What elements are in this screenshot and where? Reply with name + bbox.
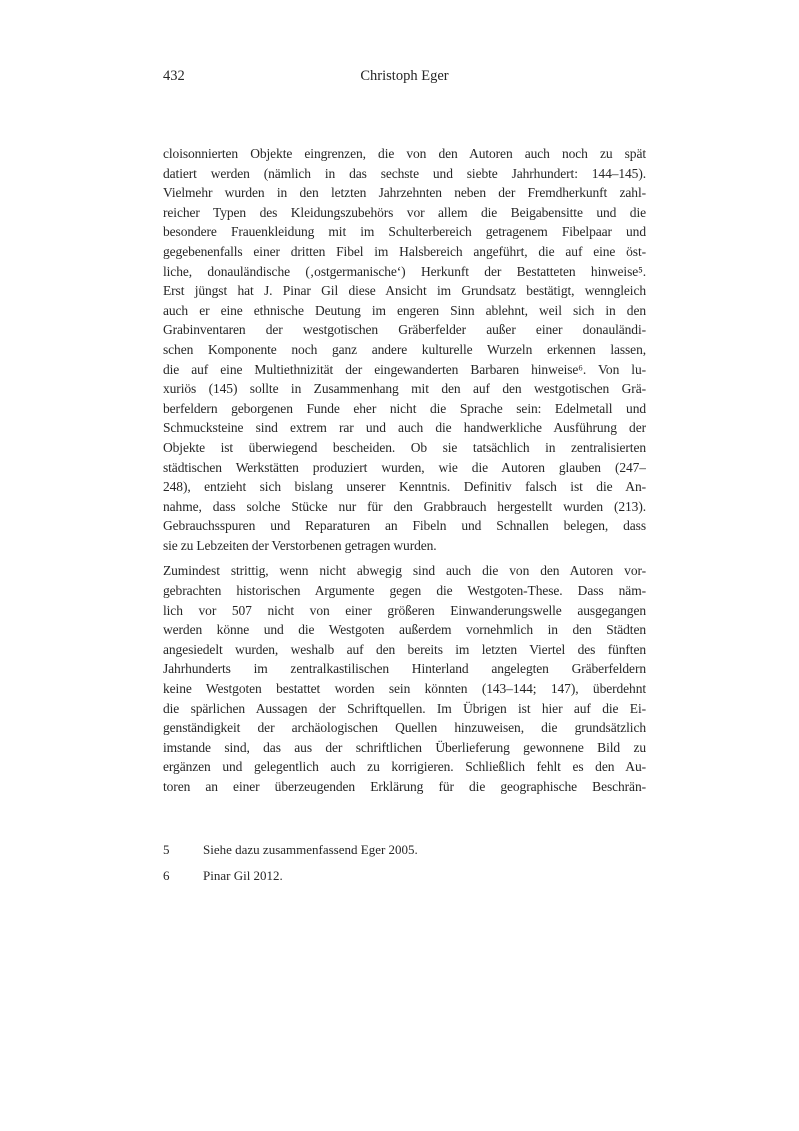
footnote: [163, 867, 646, 885]
text-line: ergänzen und gelegentlich auch zu korrigieren. Schließlich fehlt es den Au-: [163, 759, 646, 775]
text-line: liche, donauländische (‚ostgermanische‘) Herkunft der Bestatteten hinweise⁵.: [163, 263, 646, 279]
text-line: cloisonnierten Objekte eingrenzen, die von den Autoren auch noch zu spät: [163, 146, 646, 161]
footnote-number: 6: [163, 867, 170, 883]
text-line: Erst jüngst hat J. Pinar Gil diese Ansicht im Grundsatz bestätigt, wenngleich: [163, 283, 646, 299]
text-line: gebrachten historischen Argumente gegen die Westgoten-These. Dass näm-: [163, 583, 646, 599]
text-line: Grabinventaren der westgotischen Gräberfelder außer einer donauländi-: [163, 322, 646, 338]
running-head-title: Christoph Eger: [360, 68, 449, 84]
text-line: nahme, dass solche Stücke nur für den Grabbrauch hergestellt wurden (213).: [163, 498, 646, 514]
text-line: Zumindest strittig, wenn nicht abwegig sind auch die von den Autoren vor-: [163, 563, 646, 579]
footnotes: [163, 841, 646, 892]
text-line: 248), entzieht sich bislang unserer Kenntnis. Definitiv falsch ist die An-: [163, 479, 646, 495]
text-line: besondere Frauenkleidung mit im Schulterbereich getragenem Fibelpaar und: [163, 224, 646, 240]
text-line: sie zu Lebzeiten der Verstorbenen getragen wurden.: [163, 537, 437, 553]
text-line: die auf eine Multiethnizität der eingewanderten Barbaren hinweise⁶. Von lu-: [163, 361, 646, 377]
text-line: Vielmehr wurden in den letzten Jahrzehnten neben der Fremdherkunft zahl-: [163, 185, 646, 201]
text-line: lich vor 507 nicht von einer größeren Einwanderungswelle ausgegangen: [163, 602, 646, 618]
footnote-text: Pinar Gil 2012.: [203, 867, 283, 883]
text-line: werden könne und die Westgoten außerdem vornehmlich in den Städten: [163, 622, 646, 638]
text-line: Gebrauchsspuren und Reparaturen an Fibeln und Schnallen belegen, dass: [163, 518, 646, 534]
running-head: [163, 67, 646, 87]
text-line: gegebenenfalls einer dritten Fibel im Halsbereich angeführt, die auf eine öst-: [163, 243, 646, 259]
text-line: xuriös (145) sollte in Zusammenhang mit den auf den westgotischen Grä-: [163, 381, 646, 397]
text-line: datiert werden (nämlich in das sechste und siebte Jahrhundert: 144–145).: [163, 165, 646, 181]
text-line: genständigkeit der archäologischen Quellen hinzuweisen, die grundsätzlich: [163, 720, 646, 736]
text-line: toren an einer überzeugenden Erklärung für die geographische Beschrän-: [163, 779, 646, 794]
text-line: imstande sind, das aus der schriftlichen Überlieferung gewonnene Bild zu: [163, 739, 646, 755]
paragraph: [163, 561, 646, 796]
footnote: [163, 841, 646, 859]
body-text: [163, 144, 646, 797]
text-line: die spärlichen Aussagen der Schriftquellen. Im Übrigen ist hier auf die Ei-: [163, 700, 646, 716]
footnote-text: Siehe dazu zusammenfassend Eger 2005.: [203, 842, 418, 857]
text-line: schen Komponente noch ganz andere kulturelle Wurzeln erkennen lassen,: [163, 341, 646, 357]
text-line: Objekte ist überwiegend bescheiden. Ob sie tatsächlich in zentralisierten: [163, 439, 646, 455]
paragraph: [163, 144, 646, 555]
text-line: berfeldern geborgenen Funde eher nicht die Sprache sein: Edelmetall und: [163, 400, 646, 416]
text-line: Jahrhunderts im zentralkastilischen Hinterland angelegten Gräberfeldern: [163, 661, 646, 677]
footnote-number: 5: [163, 842, 170, 857]
text-line: auch er eine ethnische Deutung im engeren Sinn ablehnt, weil sich in den: [163, 302, 646, 318]
text-line: Schmucksteine sind extrem rar und auch die handwerkliche Ausführung der: [163, 420, 646, 436]
page-number: 432: [163, 68, 185, 84]
text-line: angesiedelt wurden, weshalb auf den bereits im letzten Viertel des fünften: [163, 641, 646, 657]
text-line: reicher Typen des Kleidungszubehörs vor allem die Beigabensitte und die: [163, 204, 646, 220]
text-line: keine Westgoten bestattet worden sein könnten (143–144; 147), überdehnt: [163, 681, 646, 697]
text-line: städtischen Werkstätten produziert wurden, wie die Autoren glauben (247–: [163, 459, 646, 475]
